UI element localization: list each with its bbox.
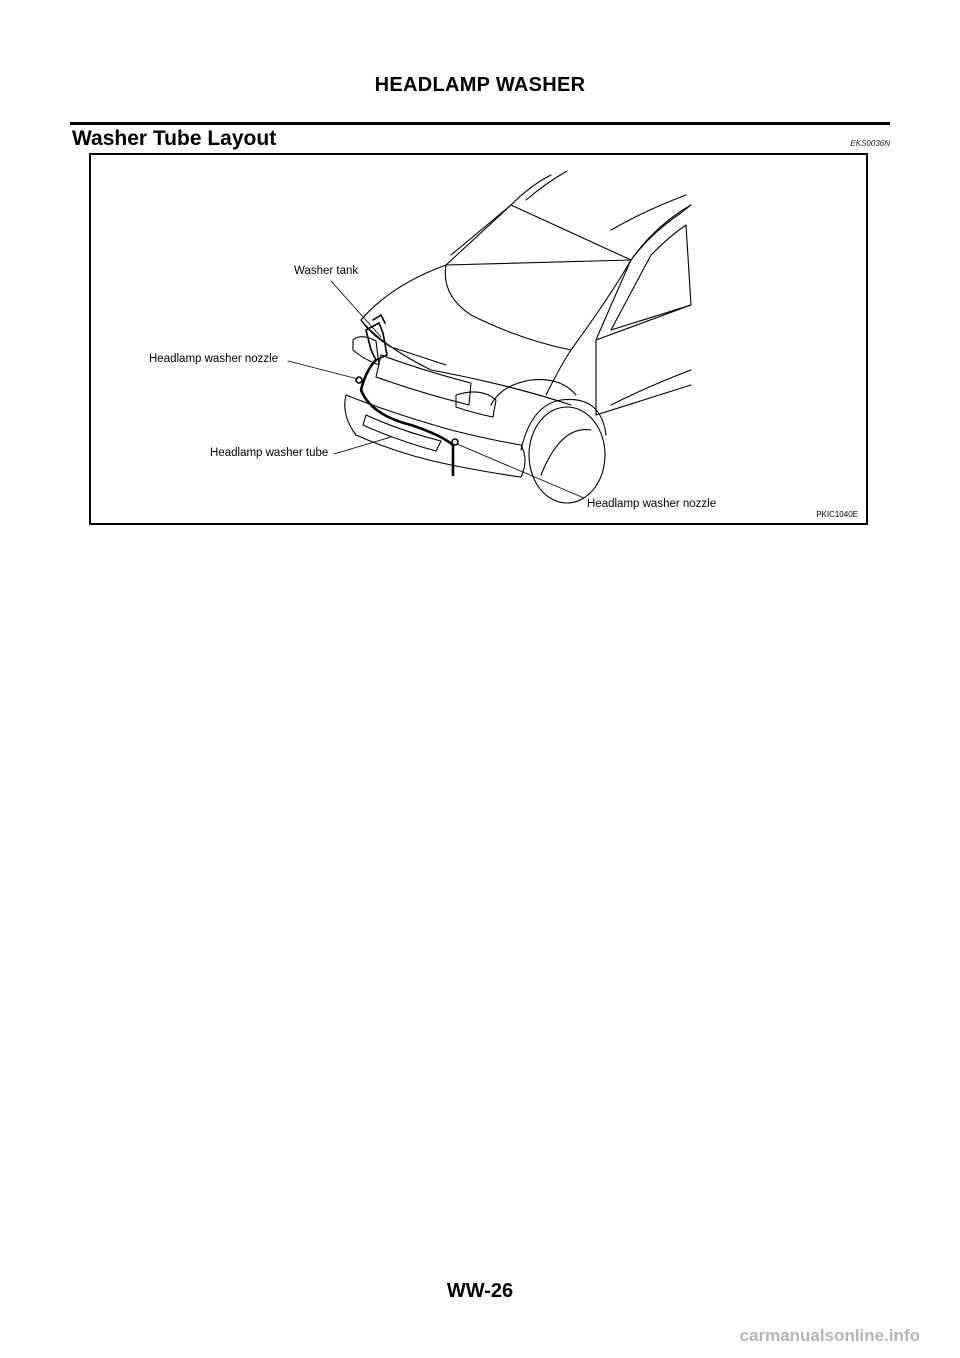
leader-nozzle-left [288,361,358,379]
callout-washer-tank: Washer tank [294,265,359,277]
wheel-inner [541,430,591,475]
leader-washer-tank [331,281,381,337]
front-wheel [529,407,605,503]
washer-tank-cap [373,315,385,323]
headlamp-right [456,392,496,417]
section-code: EKS0036N [850,139,890,148]
bumper-top [346,395,521,445]
callout-nozzle-left: Headlamp washer nozzle [149,353,279,365]
page-number: WW-26 [446,1280,514,1302]
section-title: Washer Tube Layout [72,127,277,150]
roof-right [631,205,691,260]
callout-nozzle-right: Headlamp washer nozzle [587,498,717,510]
washer-tube [361,360,453,475]
hood-edge [361,320,446,365]
front-fender [491,380,576,405]
bumper-left [345,395,356,435]
belt-line [596,305,691,340]
figure-box [89,153,868,525]
car-front-illustration [91,155,866,523]
nozzle-left [356,377,362,383]
roof-rail [611,195,686,230]
leader-nozzle-right [457,444,584,498]
bumper-bottom [356,435,521,477]
hood-outline [361,265,571,405]
page-header: HEADLAMP WASHER [374,74,586,96]
a-pillar [631,205,691,260]
watermark: carmanualsonline.info [739,1326,920,1345]
callout-washer-tube: Headlamp washer tube [210,447,329,459]
roof-line-2 [526,171,567,200]
windshield [446,205,631,265]
hood-crease [445,265,571,350]
grille-top [381,355,471,383]
figure-code: PKIC1040E [816,510,858,519]
roof-line [451,175,551,255]
grille-right [469,383,471,405]
grille-bottom [376,377,469,405]
body-side-lower [611,370,691,405]
section-divider [70,122,890,125]
